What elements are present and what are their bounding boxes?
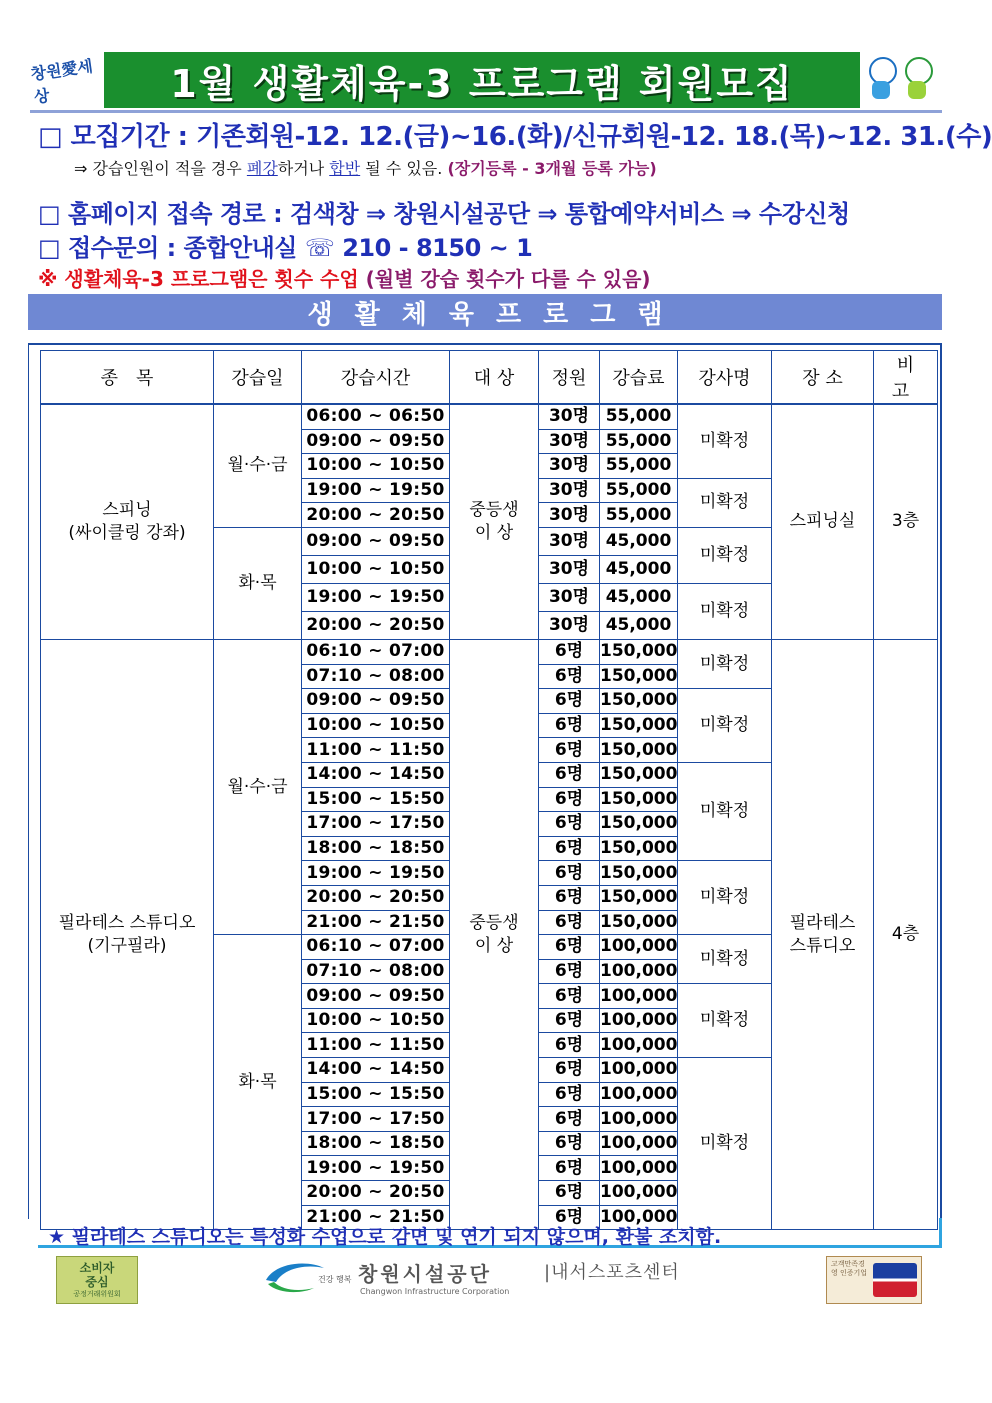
fee-cell: 45,000: [600, 527, 678, 555]
fee-cell: 100,000: [600, 1205, 678, 1230]
program-banner: [28, 294, 942, 330]
days-cell: 화·목: [214, 527, 302, 639]
capacity-cell: 6명: [539, 689, 600, 714]
fee-cell: 100,000: [600, 1033, 678, 1058]
instructor-cell: 미확정: [678, 404, 772, 478]
fee-cell: 55,000: [600, 503, 678, 528]
time-cell: 14:00 ~ 14:50: [302, 1058, 450, 1083]
capacity-cell: 6명: [539, 1008, 600, 1033]
capacity-cell: 6명: [539, 787, 600, 812]
time-cell: 15:00 ~ 15:50: [302, 1082, 450, 1107]
time-cell: 09:00 ~ 09:50: [302, 429, 450, 454]
title-banner: [104, 52, 860, 108]
flag-stripes-icon: [873, 1263, 917, 1297]
fee-cell: 100,000: [600, 935, 678, 960]
time-cell: 06:10 ~ 07:00: [302, 639, 450, 664]
time-cell: 06:10 ~ 07:00: [302, 935, 450, 960]
cancel-note: ⇒ 강습인원이 적을 경우 폐강하거나 합반 될 수 있음. (장기등록 - 3개월 등록 가능): [74, 159, 657, 178]
table-row: [41, 639, 938, 664]
fee-cell: 150,000: [600, 861, 678, 886]
mascot-icons: [866, 50, 938, 106]
capacity-cell: 6명: [539, 713, 600, 738]
city-logo: [29, 52, 102, 108]
fee-cell: 45,000: [600, 611, 678, 639]
footnote-box: [38, 1218, 942, 1248]
fee-cell: 100,000: [600, 984, 678, 1009]
capacity-cell: 6명: [539, 738, 600, 763]
time-cell: 09:00 ~ 09:50: [302, 984, 450, 1009]
capacity-cell: 6명: [539, 1082, 600, 1107]
capacity-cell: 6명: [539, 935, 600, 960]
col-fee: 강습료: [600, 351, 678, 405]
program-banner-text: 생활체육프로그램: [307, 299, 685, 330]
fee-cell: 55,000: [600, 404, 678, 429]
time-cell: 07:10 ~ 08:00: [302, 959, 450, 984]
capacity-cell: 6명: [539, 910, 600, 935]
capacity-cell: 6명: [539, 861, 600, 886]
capacity-cell: 6명: [539, 1058, 600, 1083]
header-divider: [30, 110, 942, 113]
time-cell: 09:00 ~ 09:50: [302, 527, 450, 555]
time-cell: 14:00 ~ 14:50: [302, 762, 450, 787]
fee-cell: 45,000: [600, 555, 678, 583]
capacity-cell: 6명: [539, 885, 600, 910]
col-place: 장 소: [772, 351, 874, 405]
mascot-green-icon: [902, 53, 932, 103]
fee-cell: 150,000: [600, 812, 678, 837]
capacity-cell: 30명: [539, 454, 600, 479]
capacity-cell: 6명: [539, 812, 600, 837]
service-cert-logo: 고객만족경영 인증기업: [826, 1256, 922, 1304]
instructor-cell: 미확정: [678, 984, 772, 1058]
fee-cell: 100,000: [600, 1082, 678, 1107]
fee-cell: 150,000: [600, 689, 678, 714]
fee-cell: 45,000: [600, 583, 678, 611]
contact-info: □ 접수문의 : 종합안내실 ☏ 210 - 8150 ~ 1: [38, 234, 533, 262]
table-header-row: [41, 351, 938, 405]
instructor-cell: 미확정: [678, 935, 772, 984]
floor-4: 4층: [874, 639, 938, 1229]
time-cell: 21:00 ~ 21:50: [302, 1205, 450, 1230]
days-cell: 월·수·금: [214, 404, 302, 527]
instructor-cell: 미확정: [678, 583, 772, 639]
time-cell: 10:00 ~ 10:50: [302, 555, 450, 583]
time-cell: 19:00 ~ 19:50: [302, 478, 450, 503]
instructor-cell: 미확정: [678, 861, 772, 935]
consumer-centered-logo: 소비자 중심 공정거래위원회: [56, 1256, 138, 1304]
fee-cell: 100,000: [600, 1181, 678, 1206]
time-cell: 20:00 ~ 20:50: [302, 1181, 450, 1206]
time-cell: 19:00 ~ 19:50: [302, 1156, 450, 1181]
fee-cell: 100,000: [600, 1008, 678, 1033]
fee-cell: 150,000: [600, 910, 678, 935]
time-cell: 21:00 ~ 21:50: [302, 910, 450, 935]
time-cell: 11:00 ~ 11:50: [302, 1033, 450, 1058]
fee-cell: 55,000: [600, 454, 678, 479]
capacity-cell: 30명: [539, 404, 600, 429]
time-cell: 20:00 ~ 20:50: [302, 885, 450, 910]
time-cell: 20:00 ~ 20:50: [302, 611, 450, 639]
capacity-cell: 6명: [539, 1181, 600, 1206]
instructor-cell: 미확정: [678, 527, 772, 583]
time-cell: 19:00 ~ 19:50: [302, 583, 450, 611]
time-cell: 10:00 ~ 10:50: [302, 713, 450, 738]
schedule-table: [40, 350, 938, 1230]
corp-swoosh-icon: [262, 1258, 352, 1298]
instructor-cell: 미확정: [678, 689, 772, 763]
capacity-cell: 6명: [539, 1033, 600, 1058]
capacity-cell: 30명: [539, 503, 600, 528]
fee-cell: 150,000: [600, 639, 678, 664]
target-cell: 중등생 이 상: [450, 404, 539, 639]
col-target: 대 상: [450, 351, 539, 405]
capacity-cell: 6명: [539, 1107, 600, 1132]
fee-cell: 100,000: [600, 1107, 678, 1132]
capacity-cell: 30명: [539, 583, 600, 611]
days-cell: 월·수·금: [214, 639, 302, 934]
corp-english-name: Changwon Infrastructure Corporation: [360, 1287, 510, 1296]
fee-cell: 150,000: [600, 836, 678, 861]
col-capacity: 정원: [539, 351, 600, 405]
corp-slogan: 건강 행복: [318, 1275, 352, 1284]
col-time: 강습시간: [302, 351, 450, 405]
homepage-path: □ 홈페이지 접속 경로 : 검색창 ⇒ 창원시설공단 ⇒ 통합예약서비스 ⇒ 수강신청: [38, 200, 850, 228]
capacity-cell: 6명: [539, 959, 600, 984]
fee-cell: 150,000: [600, 762, 678, 787]
fee-cell: 150,000: [600, 738, 678, 763]
capacity-cell: 6명: [539, 664, 600, 689]
col-instructor: 강사명: [678, 351, 772, 405]
sports-center-name: |내서스포츠센터: [544, 1262, 680, 1283]
capacity-cell: 6명: [539, 639, 600, 664]
time-cell: 17:00 ~ 17:50: [302, 1107, 450, 1132]
time-cell: 07:10 ~ 08:00: [302, 664, 450, 689]
fee-cell: 100,000: [600, 1156, 678, 1181]
col-days: 강습일: [214, 351, 302, 405]
time-cell: 18:00 ~ 18:50: [302, 836, 450, 861]
time-cell: 10:00 ~ 10:50: [302, 1008, 450, 1033]
target-cell: 중등생 이 상: [450, 639, 539, 1229]
instructor-cell: 미확정: [678, 762, 772, 860]
city-logo-text: 창원愛세상: [29, 56, 94, 107]
event-spinning: 스피닝 (싸이클링 강좌): [41, 404, 214, 639]
place-pilates: 필라테스 스튜디오: [772, 639, 874, 1229]
page-title: 1월 생활체육-3 프로그램 회원모집: [170, 61, 794, 106]
fee-cell: 100,000: [600, 959, 678, 984]
capacity-cell: 6명: [539, 984, 600, 1009]
floor-3: 3층: [874, 404, 938, 639]
fee-cell: 150,000: [600, 787, 678, 812]
fee-cell: 55,000: [600, 478, 678, 503]
time-cell: 06:00 ~ 06:50: [302, 404, 450, 429]
fee-cell: 150,000: [600, 885, 678, 910]
place-spinning: 스피닝실: [772, 404, 874, 639]
capacity-cell: 30명: [539, 611, 600, 639]
fee-cell: 150,000: [600, 664, 678, 689]
time-cell: 11:00 ~ 11:50: [302, 738, 450, 763]
capacity-cell: 30명: [539, 555, 600, 583]
capacity-cell: 6명: [539, 1131, 600, 1156]
capacity-cell: 30명: [539, 478, 600, 503]
capacity-cell: 30명: [539, 527, 600, 555]
capacity-cell: 30명: [539, 429, 600, 454]
fee-cell: 100,000: [600, 1131, 678, 1156]
days-cell: 화·목: [214, 935, 302, 1230]
count-based-warning: ※ 생활체육-3 프로그램은 횟수 수업 (월별 강습 횟수가 다를 수 있음): [38, 267, 651, 291]
col-event: 종목: [41, 351, 214, 405]
fee-cell: 100,000: [600, 1058, 678, 1083]
time-cell: 20:00 ~ 20:50: [302, 503, 450, 528]
instructor-cell: 미확정: [678, 1058, 772, 1230]
time-cell: 17:00 ~ 17:50: [302, 812, 450, 837]
instructor-cell: 미확정: [678, 478, 772, 527]
table-row: [41, 404, 938, 429]
instructor-cell: 미확정: [678, 639, 772, 688]
col-note: 비고: [874, 351, 938, 405]
time-cell: 19:00 ~ 19:50: [302, 861, 450, 886]
time-cell: 09:00 ~ 09:50: [302, 689, 450, 714]
capacity-cell: 6명: [539, 762, 600, 787]
mascot-blue-icon: [866, 53, 896, 103]
capacity-cell: 6명: [539, 1156, 600, 1181]
fee-cell: 55,000: [600, 429, 678, 454]
fee-cell: 150,000: [600, 713, 678, 738]
footnote-text: ★ 필라테스 스튜디오는 특성화 수업으로 감면 및 연기 되지 않으며, 환불 조치함.: [48, 1226, 722, 1248]
time-cell: 10:00 ~ 10:50: [302, 454, 450, 479]
time-cell: 18:00 ~ 18:50: [302, 1131, 450, 1156]
recruit-period: □ 모집기간 : 기존회원-12. 12.(금)~16.(화)/신규회원-12. 18.(목)~12. 31.(수): [38, 122, 992, 152]
event-pilates: 필라테스 스튜디오 (기구필라): [41, 639, 214, 1229]
capacity-cell: 6명: [539, 836, 600, 861]
capacity-cell: 6명: [539, 1205, 600, 1230]
corp-name: 창원시설공단: [358, 1262, 492, 1286]
time-cell: 15:00 ~ 15:50: [302, 787, 450, 812]
